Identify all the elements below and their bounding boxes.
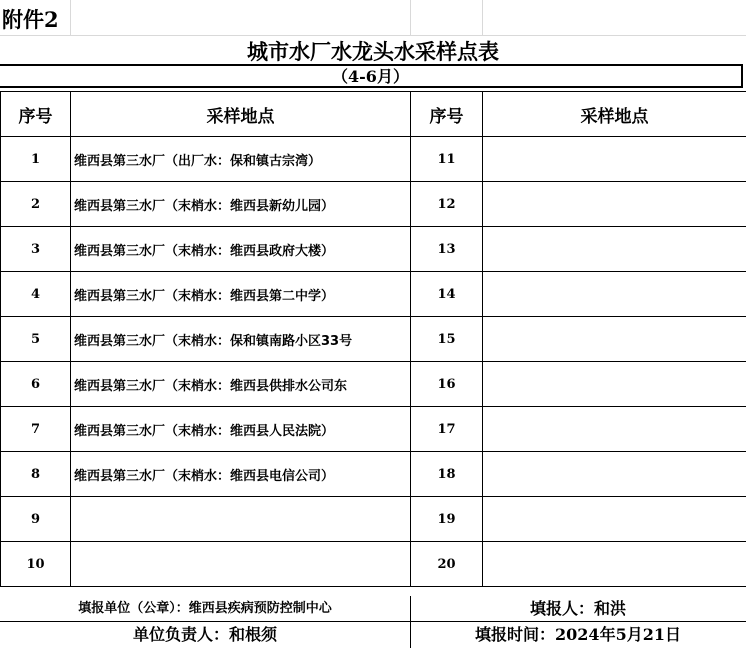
- gridline: [70, 0, 71, 36]
- gridline: [482, 0, 483, 36]
- serial-cell[interactable]: 12: [411, 182, 483, 227]
- footer-row-responsible: [0, 622, 746, 648]
- location-cell[interactable]: [483, 452, 746, 497]
- table-row: [1, 227, 746, 272]
- table-row: [1, 137, 746, 182]
- serial-cell[interactable]: 8: [1, 452, 71, 497]
- location-cell[interactable]: [71, 542, 411, 587]
- serial-cell[interactable]: 13: [411, 227, 483, 272]
- location-cell[interactable]: 维西县第三水厂（末梢水：维西县电信公司）: [71, 452, 411, 497]
- serial-cell[interactable]: 7: [1, 407, 71, 452]
- table-header-row: [1, 92, 746, 137]
- location-cell[interactable]: [483, 542, 746, 587]
- serial-cell[interactable]: 9: [1, 497, 71, 542]
- serial-cell[interactable]: 11: [411, 137, 483, 182]
- table-row: [1, 497, 746, 542]
- location-cell[interactable]: [483, 182, 746, 227]
- serial-cell[interactable]: 2: [1, 182, 71, 227]
- serial-cell[interactable]: 6: [1, 362, 71, 407]
- location-cell[interactable]: 维西县第三水厂（末梢水：维西县第二中学）: [71, 272, 411, 317]
- location-cell[interactable]: [71, 497, 411, 542]
- serial-cell[interactable]: 15: [411, 317, 483, 362]
- serial-cell[interactable]: 18: [411, 452, 483, 497]
- header-cell[interactable]: 采样地点: [71, 92, 411, 137]
- table-row: [1, 542, 746, 587]
- location-cell[interactable]: [483, 362, 746, 407]
- sampling-table: [0, 91, 746, 587]
- footer-row-unit: [0, 597, 746, 621]
- table-row: [1, 407, 746, 452]
- gridline: [410, 0, 411, 36]
- header-cell[interactable]: 序号: [411, 92, 483, 137]
- header-cell[interactable]: 序号: [1, 92, 71, 137]
- table-row: [1, 362, 746, 407]
- serial-cell[interactable]: 10: [1, 542, 71, 587]
- serial-cell[interactable]: 17: [411, 407, 483, 452]
- page-title: 城市水厂水龙头水采样点表: [247, 39, 499, 64]
- location-cell[interactable]: 维西县第三水厂（末梢水：维西县政府大楼）: [71, 227, 411, 272]
- serial-cell[interactable]: 3: [1, 227, 71, 272]
- serial-cell[interactable]: 1: [1, 137, 71, 182]
- location-cell[interactable]: 维西县第三水厂（末梢水：保和镇南路小区33号: [71, 317, 411, 362]
- unit-responsible[interactable]: 单位负责人：和根须: [132, 625, 277, 644]
- location-cell[interactable]: [483, 407, 746, 452]
- table-row: [1, 272, 746, 317]
- serial-cell[interactable]: 16: [411, 362, 483, 407]
- location-cell[interactable]: 维西县第三水厂（末梢水：维西县人民法院）: [71, 407, 411, 452]
- attachment-label: 附件2: [2, 7, 59, 32]
- period-label: （4-6月）: [0, 64, 743, 88]
- table-row: [1, 452, 746, 497]
- location-cell[interactable]: 维西县第三水厂（出厂水：保和镇古宗湾）: [71, 137, 411, 182]
- filler-name[interactable]: 填报人：和洪: [529, 599, 626, 618]
- serial-cell[interactable]: 4: [1, 272, 71, 317]
- location-cell[interactable]: [483, 272, 746, 317]
- location-cell[interactable]: [483, 497, 746, 542]
- serial-cell[interactable]: 20: [411, 542, 483, 587]
- table-row: [1, 317, 746, 362]
- location-cell[interactable]: 维西县第三水厂（末梢水：维西县新幼儿园）: [71, 182, 411, 227]
- location-cell[interactable]: [483, 317, 746, 362]
- serial-cell[interactable]: 19: [411, 497, 483, 542]
- serial-cell[interactable]: 14: [411, 272, 483, 317]
- header-cell[interactable]: 采样地点: [483, 92, 746, 137]
- location-cell[interactable]: [483, 227, 746, 272]
- location-cell[interactable]: [483, 137, 746, 182]
- table-row: [1, 182, 746, 227]
- location-cell[interactable]: 维西县第三水厂（末梢水：维西县供排水公司东: [71, 362, 411, 407]
- reporting-unit[interactable]: 填报单位（公章）：维西县疾病预防控制中心: [78, 601, 332, 616]
- serial-cell[interactable]: 5: [1, 317, 71, 362]
- report-date[interactable]: 填报时间：2024年5月21日: [475, 625, 681, 644]
